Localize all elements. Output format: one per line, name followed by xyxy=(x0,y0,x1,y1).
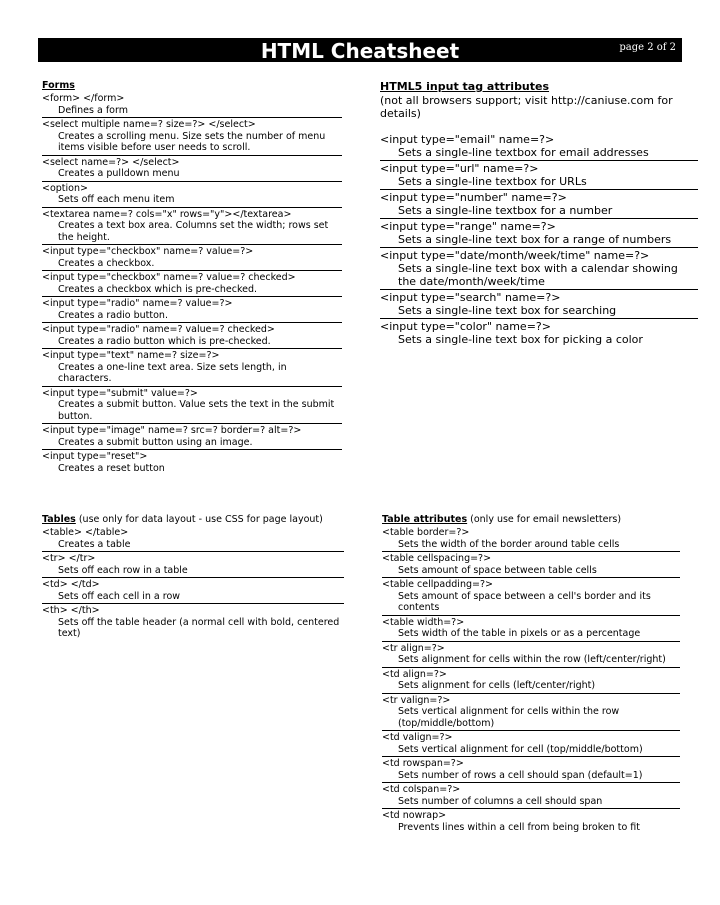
cheatsheet-entry xyxy=(382,578,680,616)
cheatsheet-entry xyxy=(382,616,680,642)
tag-description: Creates a one-line text area. Size sets length, in characters. xyxy=(58,361,287,384)
tag-description: Creates a pulldown menu xyxy=(58,168,180,179)
tag-description: Sets number of columns a cell should span xyxy=(398,795,603,807)
tag-syntax: <tr align=?> xyxy=(382,642,445,654)
tag-syntax: <input type="image" name=? src=? border=? alt=?> xyxy=(42,425,302,436)
tag-syntax: <input type="color" name=?> xyxy=(380,320,551,333)
tag-description: Sets off each cell in a row xyxy=(58,590,181,602)
tag-description: Creates a checkbox which is pre-checked. xyxy=(58,283,258,295)
cheatsheet-entry xyxy=(42,552,344,578)
table-attributes-heading: Table attributes (only use for email newsletters) xyxy=(382,514,622,525)
tag-description: Sets alignment for cells within the row (left/center/right) xyxy=(398,654,666,665)
forms-section xyxy=(42,80,342,475)
tag-syntax: <table cellpadding=?> xyxy=(382,579,493,590)
tag-description: Defines a form xyxy=(58,104,128,116)
tag-syntax: <input type="checkbox" name=? value=? checked> xyxy=(42,272,296,283)
html5-list xyxy=(380,132,698,347)
tag-syntax: <option> xyxy=(42,182,88,194)
tag-syntax: <select name=?> </select> xyxy=(42,156,180,168)
tag-syntax: <input type="submit" value=?> xyxy=(42,387,198,399)
cheatsheet-entry xyxy=(42,156,342,182)
cheatsheet-entry xyxy=(380,161,698,190)
tables-list xyxy=(42,526,344,641)
title-banner xyxy=(38,38,682,62)
cheatsheet-entry xyxy=(382,783,680,809)
tables-heading: Tables (use only for data layout - use CSS for page layout) xyxy=(42,514,323,525)
tag-syntax: <input type="date/month/week/time" name=?> xyxy=(380,249,650,262)
tag-syntax: <td rowspan=?> xyxy=(382,758,464,769)
tag-description: Sets a single-line textbox for URLs xyxy=(398,175,587,188)
page-title: HTML Cheatsheet xyxy=(260,39,460,63)
tag-description: Sets a single-line text box for picking a color xyxy=(398,333,643,346)
tag-description: Creates a reset button xyxy=(58,462,165,474)
tables-section xyxy=(42,514,344,641)
tag-description: Creates a scrolling menu. Size sets the number of menu items visible before user needs to scroll. xyxy=(58,130,326,153)
cheatsheet-entry xyxy=(382,552,680,578)
cheatsheet-entry xyxy=(42,578,344,604)
tag-description: Sets a single-line text box for searching xyxy=(398,304,617,317)
tag-description: Sets a single-line text box with a calendar showing the date/month/week/time xyxy=(398,262,678,288)
tables-note: (use only for data layout - use CSS for page layout) xyxy=(75,514,323,525)
cheatsheet-entry xyxy=(42,245,342,271)
forms-list xyxy=(42,92,342,475)
cheatsheet-entry xyxy=(42,450,342,475)
tag-syntax: <table cellspacing=?> xyxy=(382,553,492,564)
tag-description: Creates a table xyxy=(58,538,131,550)
cheatsheet-entry xyxy=(42,387,342,425)
cheatsheet-entry xyxy=(382,731,680,757)
tag-description: Sets off each menu item xyxy=(58,194,175,205)
cheatsheet-entry xyxy=(380,132,698,161)
cheatsheet-entry xyxy=(380,248,698,290)
cheatsheet-entry xyxy=(382,642,680,668)
tag-syntax: <input type="reset"> xyxy=(42,451,148,462)
tag-description: Creates a radio button which is pre-checked. xyxy=(58,335,271,347)
tag-description: Creates a submit button using an image. xyxy=(58,436,253,448)
html5-section xyxy=(380,80,698,347)
tag-syntax: <input type="number" name=?> xyxy=(380,191,567,204)
cheatsheet-entry xyxy=(382,757,680,783)
tag-syntax: <table> </table> xyxy=(42,527,129,538)
tag-syntax: <input type="checkbox" name=? value=?> xyxy=(42,246,254,257)
cheatsheet-entry xyxy=(42,92,342,118)
cheatsheet-entry xyxy=(382,526,680,552)
cheatsheet-entry xyxy=(42,424,342,450)
tag-description: Sets the width of the border around table cells xyxy=(398,538,620,550)
tag-syntax: <th> </th> xyxy=(42,605,100,616)
cheatsheet-entry xyxy=(382,668,680,694)
tag-syntax: <td align=?> xyxy=(382,668,447,680)
tag-syntax: <input type="radio" name=? value=?> xyxy=(42,298,233,309)
tag-syntax: <td> </td> xyxy=(42,579,100,590)
tag-description: Creates a checkbox. xyxy=(58,257,155,269)
tag-description: Creates a radio button. xyxy=(58,309,168,321)
page-number: page 2 of 2 xyxy=(619,42,676,53)
cheatsheet-entry xyxy=(380,319,698,347)
tag-syntax: <textarea name=? cols="x" rows="y"></textarea> xyxy=(42,208,292,220)
tag-description: Sets width of the table in pixels or as a percentage xyxy=(398,628,641,639)
table-attributes-section xyxy=(382,514,680,834)
tag-description: Creates a text box area. Columns set the width; rows set the height. xyxy=(58,220,329,243)
tag-description: Sets amount of space between a cell's border and its contents xyxy=(398,590,651,613)
cheatsheet-entry xyxy=(42,349,342,387)
cheatsheet-entry xyxy=(42,604,344,641)
tag-syntax: <input type="search" name=?> xyxy=(380,291,561,304)
cheatsheet-entry xyxy=(380,190,698,219)
tag-description: Sets off each row in a table xyxy=(58,564,188,576)
tag-description: Creates a submit button. Value sets the text in the submit button. xyxy=(58,399,335,422)
html5-note: (not all browsers support; visit http://caniuse.com for details) xyxy=(380,94,673,120)
cheatsheet-entry xyxy=(382,809,680,834)
tag-syntax: <input type="range" name=?> xyxy=(380,220,556,233)
tag-description: Sets a single-line textbox for a number xyxy=(398,204,613,217)
tag-syntax: <table border=?> xyxy=(382,527,470,538)
tag-description: Sets alignment for cells (left/center/right) xyxy=(398,680,596,691)
tag-syntax: <td colspan=?> xyxy=(382,784,461,795)
tag-syntax: <input type="text" name=? size=?> xyxy=(42,350,220,361)
cheatsheet-entry xyxy=(380,219,698,248)
table-attributes-note: (only use for email newsletters) xyxy=(467,514,622,525)
cheatsheet-entry xyxy=(42,271,342,297)
cheatsheet-entry xyxy=(382,694,680,732)
tag-syntax: <table width=?> xyxy=(382,616,465,628)
tag-description: Sets a single-line text box for a range of numbers xyxy=(398,233,672,246)
tag-syntax: <td nowrap> xyxy=(382,810,447,821)
tag-syntax: <input type="radio" name=? value=? checked> xyxy=(42,324,275,335)
cheatsheet-entry xyxy=(42,208,342,246)
tag-description: Sets amount of space between table cells xyxy=(398,564,597,576)
html5-heading: HTML5 input tag attributes xyxy=(380,80,550,93)
tag-description: Sets off the table header (a normal cell with bold, centered text) xyxy=(58,616,340,639)
cheatsheet-entry xyxy=(42,297,342,323)
tag-syntax: <tr valign=?> xyxy=(382,694,451,706)
tag-syntax: <select multiple name=? size=?> </select> xyxy=(42,119,256,130)
tag-description: Sets a single-line textbox for email addresses xyxy=(398,146,649,159)
tag-syntax: <input type="url" name=?> xyxy=(380,162,539,175)
forms-heading: Forms xyxy=(42,80,75,91)
tag-description: Sets vertical alignment for cell (top/middle/bottom) xyxy=(398,743,643,755)
tag-syntax: <tr> </tr> xyxy=(42,553,96,564)
tag-syntax: <td valign=?> xyxy=(382,732,453,743)
cheatsheet-entry xyxy=(380,290,698,319)
cheatsheet-entry xyxy=(42,118,342,156)
cheatsheet-entry xyxy=(42,323,342,349)
cheatsheet-entry xyxy=(42,182,342,208)
tag-syntax: <form> </form> xyxy=(42,93,125,104)
tag-description: Sets number of rows a cell should span (default=1) xyxy=(398,769,643,781)
cheatsheet-entry xyxy=(42,526,344,552)
tag-description: Sets vertical alignment for cells within the row (top/middle/bottom) xyxy=(398,706,620,729)
tag-description: Prevents lines within a cell from being broken to fit xyxy=(398,821,641,833)
table-attributes-list xyxy=(382,526,680,834)
tag-syntax: <input type="email" name=?> xyxy=(380,133,555,146)
